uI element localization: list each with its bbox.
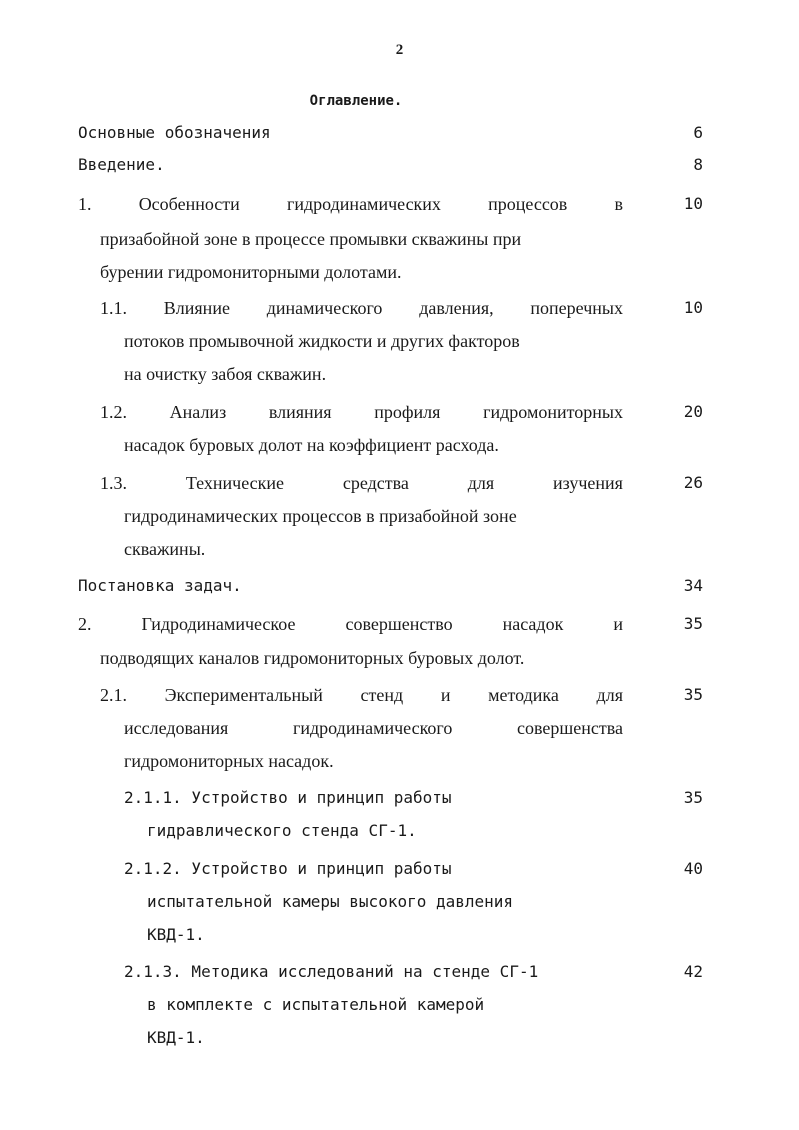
toc-entry-page: 35	[683, 788, 703, 807]
toc-entry-line: гидродинамических процессов в призабойной зоне	[124, 506, 517, 526]
toc-entry-line: бурении гидромониторными долотами.	[100, 262, 402, 282]
toc-entry-page: 10	[683, 194, 703, 213]
toc-entry-page: 6	[693, 123, 703, 142]
toc-entry-page: 8	[693, 155, 703, 174]
toc-entry-line: насадок буровых долот на коэффициент расхода.	[124, 435, 499, 455]
toc-entry-line: в комплекте с испытательной камерой	[147, 995, 485, 1014]
toc-entry-line: гидромониторных насадок.	[124, 751, 334, 771]
toc-entry-first-line: 2.1. Экспериментальный стенд и методика для	[100, 685, 623, 705]
toc-title: Оглавление.	[309, 93, 403, 109]
toc-entry-text: 2.1.1. Устройство и принцип работы	[124, 788, 452, 807]
toc-entry-text: 2.1.3. Методика исследований на стенде СГ-1	[124, 962, 539, 981]
toc-entry-text: Введение.	[78, 155, 165, 174]
toc-entry-line: КВД-1.	[147, 925, 205, 944]
toc-entry-second-line: исследования гидродинамического совершенства	[124, 718, 623, 738]
toc-entry-first-line: 1.1. Влияние динамического давления, поперечных	[100, 298, 623, 318]
toc-entry-page: 34	[683, 576, 703, 595]
toc-entry-line: гидравлического стенда СГ-1.	[147, 821, 417, 840]
toc-entry-line: подводящих каналов гидромониторных буровых долот.	[100, 648, 525, 668]
toc-entry-line: потоков промывочной жидкости и других факторов	[124, 331, 520, 351]
toc-entry-text: 2.1.2. Устройство и принцип работы	[124, 859, 452, 878]
toc-entry-page: 26	[683, 473, 703, 492]
toc-entry-line: испытательной камеры высокого давления	[147, 892, 514, 911]
toc-entry-page: 42	[683, 962, 703, 981]
toc-entry-line: призабойной зоне в процессе промывки скважины при	[100, 229, 522, 249]
toc-entry-line: скважины.	[124, 539, 206, 559]
toc-entry-page: 10	[683, 298, 703, 317]
toc-entry-page: 35	[683, 685, 703, 704]
toc-entry-text: Основные обозначения	[78, 123, 271, 142]
toc-entry-first-line: 1.2. Анализ влияния профиля гидромониторных	[100, 402, 623, 422]
toc-entry-line: КВД-1.	[147, 1028, 205, 1047]
toc-entry-line: на очистку забоя скважин.	[124, 364, 327, 384]
toc-entry-text: Постановка задач.	[78, 576, 242, 595]
toc-entry-first-line: 1. Особенности гидродинамических процессов в	[78, 194, 623, 214]
page-number: 2	[395, 42, 404, 58]
toc-entry-page: 20	[683, 402, 703, 421]
toc-entry-first-line: 2. Гидродинамическое совершенство насадок и	[78, 614, 623, 634]
toc-entry-page: 40	[683, 859, 703, 878]
toc-entry-first-line: 1.3. Технические средства для изучения	[100, 473, 623, 493]
toc-entry-page: 35	[683, 614, 703, 633]
